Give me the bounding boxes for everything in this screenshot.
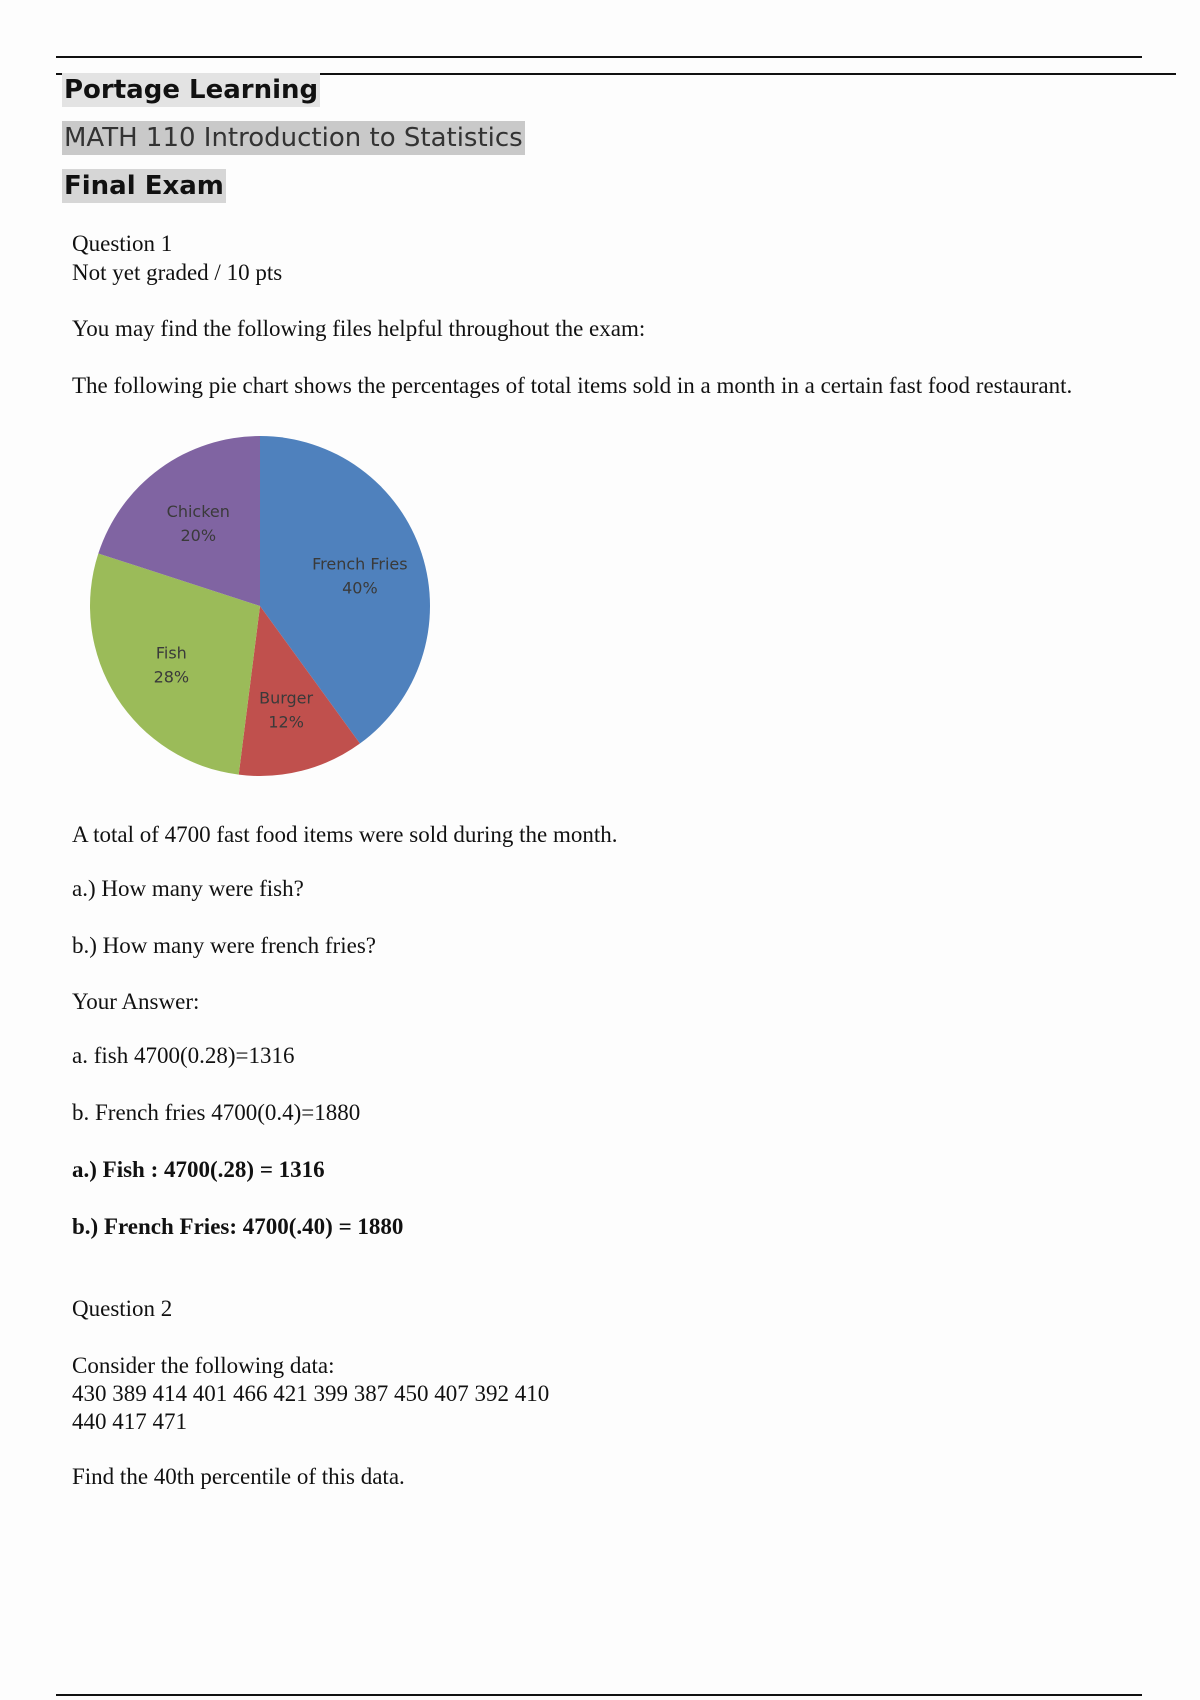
pie-label-burger: Burger 12%: [259, 688, 314, 732]
total-items-text: A total of 4700 fast food items were sold during the month.: [72, 822, 618, 847]
question-1-grade: Not yet graded / 10 pts: [72, 260, 283, 285]
files-note: You may find the following files helpful throughout the exam:: [72, 316, 646, 341]
question-1-title: Question 1: [72, 231, 173, 256]
exam-title: Final Exam: [64, 171, 224, 201]
question-2-task: Find the 40th percentile of this data.: [72, 1464, 405, 1489]
pie-label-french-fries: French Fries 40%: [312, 554, 408, 598]
part-a-question: a.) How many were fish?: [72, 876, 304, 901]
top-rule: [56, 56, 1142, 58]
data-values-line-1: 430 389 414 401 466 421 399 387 450 407 392 410: [72, 1381, 550, 1406]
your-answer-label: Your Answer:: [72, 989, 200, 1014]
part-b-question: b.) How many were french fries?: [72, 933, 376, 958]
question-2-intro: Consider the following data:: [72, 1353, 335, 1378]
course-title: MATH 110 Introduction to Statistics: [64, 123, 523, 153]
answer-a: a. fish 4700(0.28)=1316: [72, 1043, 295, 1068]
pie-chart: [80, 428, 440, 788]
school-name: Portage Learning: [64, 75, 319, 105]
pie-label-chicken: Chicken 20%: [166, 502, 230, 546]
question-2-title: Question 2: [72, 1296, 173, 1321]
data-values-line-2: 440 417 471: [72, 1409, 187, 1434]
pie-slices: [90, 436, 430, 776]
pie-label-fish: Fish 28%: [153, 643, 190, 687]
bottom-rule: [56, 1694, 1142, 1696]
answer-b: b. French fries 4700(0.4)=1880: [72, 1100, 361, 1125]
question-1-prompt: The following pie chart shows the percentages of total items sold in a month in a certain fast food restaurant.: [72, 373, 1073, 398]
answer-key-b: b.) French Fries: 4700(.40) = 1880: [72, 1214, 404, 1239]
answer-key-a: a.) Fish : 4700(.28) = 1316: [72, 1157, 325, 1182]
